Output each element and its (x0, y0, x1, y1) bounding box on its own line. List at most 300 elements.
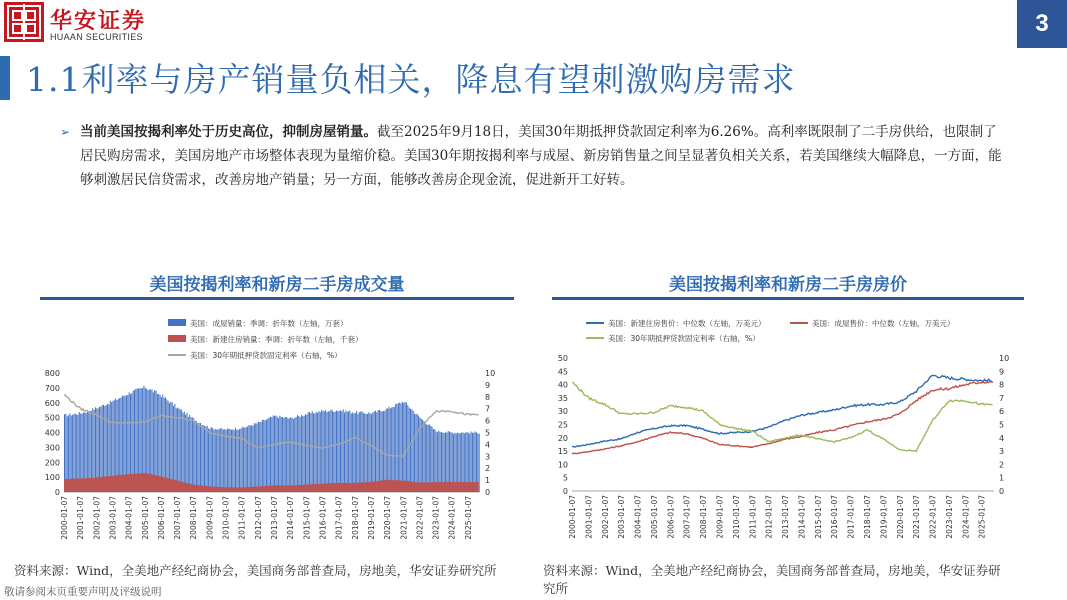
y-left-tick-label: 30 (557, 407, 568, 417)
y-right-tick-label: 10 (485, 369, 496, 378)
bar (306, 415, 307, 492)
bar (248, 425, 249, 492)
bar (244, 427, 245, 492)
bullet-bold-lead: 当前美国按揭利率处于历史高位，抑制房屋销量。 (80, 124, 377, 140)
bar (301, 415, 302, 492)
bar (265, 420, 266, 492)
x-tick-label: 2017-01-07 (846, 495, 856, 539)
legend-swatch (168, 319, 186, 326)
y-left-tick-label: 400 (44, 428, 60, 438)
bar (479, 434, 480, 492)
y-left-tick-label: 0 (54, 488, 60, 497)
y-right-tick-label: 7 (999, 393, 1005, 403)
y-left-tick-label: 600 (44, 398, 60, 408)
legend-label: 美国：新建住房销量：季调：折年数（左轴，千套） (190, 335, 363, 344)
left-chart-title: 美国按揭利率和新房二手房成交量 (149, 275, 405, 295)
bar (263, 420, 264, 492)
x-tick-label: 2005-01-07 (649, 495, 659, 539)
y-right-tick-label: 2 (999, 460, 1005, 470)
x-tick-label: 2023-01-07 (944, 495, 954, 539)
bar (289, 419, 290, 493)
bar (234, 430, 235, 492)
x-tick-label: 2007-01-07 (682, 495, 692, 539)
bar (178, 408, 179, 492)
y-left-tick-label: 20 (557, 433, 568, 443)
x-tick-label: 2013-01-07 (781, 495, 791, 539)
y-right-tick-label: 7 (485, 404, 491, 414)
bar (418, 416, 419, 492)
x-tick-label: 2017-01-07 (334, 496, 344, 540)
bar (211, 427, 212, 492)
bar (212, 428, 213, 492)
bar (409, 408, 410, 493)
bar (285, 417, 286, 492)
bar (297, 415, 298, 492)
bar (247, 426, 248, 492)
bar (267, 419, 268, 493)
y-right-tick-label: 0 (999, 487, 1005, 496)
bar (384, 411, 385, 492)
bar (259, 422, 260, 492)
bar (269, 418, 270, 492)
bar (376, 412, 377, 492)
bar (347, 412, 348, 492)
bar (321, 410, 322, 492)
x-tick-label: 2014-01-07 (797, 495, 807, 539)
bar (391, 408, 392, 493)
bar (258, 422, 259, 492)
left-chart-title-rule (40, 297, 514, 300)
bar (262, 420, 263, 492)
bar (226, 430, 227, 492)
right-chart-title: 美国按揭利率和新房二手房房价 (669, 275, 907, 295)
y-right-tick-label: 3 (999, 447, 1005, 457)
x-tick-label: 2008-01-07 (189, 496, 199, 540)
bar (196, 421, 197, 492)
bar (410, 409, 411, 492)
bar (336, 411, 337, 492)
x-tick-label: 2024-01-07 (447, 496, 457, 540)
legend-label: 美国：成屋售价：中位数（左轴，万美元） (812, 319, 955, 328)
bar (219, 429, 220, 492)
x-tick-label: 2000-01-07 (568, 495, 577, 539)
y-right-tick-label: 1 (485, 476, 491, 486)
x-tick-label: 2012-01-07 (764, 495, 774, 539)
bar (191, 417, 192, 492)
bar (304, 416, 305, 492)
bar (397, 404, 398, 492)
x-tick-label: 2018-01-07 (350, 496, 360, 540)
bar (313, 413, 314, 492)
x-tick-label: 2019-01-07 (879, 495, 889, 539)
y-right-tick-label: 9 (485, 380, 491, 390)
x-tick-label: 2010-01-07 (221, 496, 231, 540)
bar (308, 412, 309, 492)
y-left-tick-label: 15 (557, 447, 568, 457)
bar (290, 417, 291, 492)
bar (305, 414, 306, 492)
company-name-en: HUAAN SECURITIES (50, 32, 143, 42)
bar (213, 430, 214, 492)
y-right-tick-label: 6 (999, 407, 1005, 417)
x-tick-label: 2001-01-07 (76, 496, 86, 540)
bar (228, 429, 229, 492)
bar (223, 430, 224, 492)
x-tick-label: 2025-01-07 (977, 495, 987, 539)
bar (215, 429, 216, 492)
y-left-tick-label: 35 (557, 393, 568, 403)
bar (217, 429, 218, 492)
y-right-tick-label: 4 (485, 440, 491, 450)
page-number: 3 (1017, 0, 1067, 48)
bar (205, 427, 206, 492)
bar (195, 421, 196, 492)
bar (278, 418, 279, 492)
y-left-tick-label: 300 (44, 443, 60, 453)
bar (371, 414, 372, 492)
bar (383, 411, 384, 492)
bar (209, 429, 210, 492)
y-right-tick-label: 10 (999, 354, 1010, 363)
y-right-tick-label: 8 (999, 380, 1005, 390)
bar (274, 416, 275, 492)
bar (337, 411, 338, 492)
bar (286, 417, 287, 492)
x-tick-label: 2011-01-07 (237, 496, 247, 540)
y-right-tick-label: 5 (485, 428, 491, 438)
legend-label: 美国：新建住房售价：中位数（左轴，万美元） (608, 319, 766, 328)
bar (197, 423, 198, 492)
y-left-tick-label: 200 (44, 458, 60, 468)
x-tick-label: 2002-01-07 (600, 495, 610, 539)
bar (201, 425, 202, 492)
y-left-tick-label: 100 (44, 473, 60, 483)
bar (367, 414, 368, 492)
bar (281, 417, 282, 492)
y-right-tick-label: 4 (999, 433, 1005, 443)
bar (293, 419, 294, 492)
bar (333, 412, 334, 492)
bar (170, 402, 171, 492)
bar (405, 402, 406, 492)
bar (189, 415, 190, 492)
bar (332, 410, 333, 492)
bar (360, 412, 361, 492)
bar (273, 415, 274, 492)
x-tick-label: 2011-01-07 (748, 495, 758, 539)
x-tick-label: 2010-01-07 (731, 495, 741, 539)
bar (187, 413, 188, 492)
x-tick-label: 2006-01-07 (666, 495, 676, 539)
x-tick-label: 2014-01-07 (286, 496, 296, 540)
bar (363, 413, 364, 492)
x-tick-label: 2021-01-07 (912, 495, 922, 539)
bar (182, 413, 183, 492)
bar (173, 406, 174, 492)
bar (387, 409, 388, 492)
bar (230, 429, 231, 492)
x-tick-label: 2022-01-07 (928, 495, 938, 539)
bar (399, 403, 400, 492)
bar (204, 426, 205, 492)
bar (296, 417, 297, 492)
bar (401, 403, 402, 492)
bar (351, 413, 352, 492)
y-left-tick-label: 0 (562, 487, 568, 496)
bar (176, 408, 177, 492)
bar (251, 425, 252, 492)
bar (362, 411, 363, 492)
x-tick-label: 2020-01-07 (895, 495, 905, 539)
bar (300, 417, 301, 492)
bar (406, 403, 407, 493)
bar (413, 411, 414, 492)
bar (372, 413, 373, 492)
line-series (572, 375, 993, 447)
y-left-tick-label: 50 (557, 354, 568, 363)
y-left-tick-label: 5 (562, 473, 568, 483)
bar (255, 423, 256, 492)
bar (220, 428, 221, 492)
bar (322, 411, 323, 492)
bar (188, 417, 189, 492)
bar (430, 426, 431, 492)
bar (398, 403, 399, 492)
x-tick-label: 2004-01-07 (633, 495, 643, 539)
bar (324, 411, 325, 492)
bar (231, 430, 232, 492)
bar (246, 427, 247, 492)
x-tick-label: 2003-01-07 (108, 496, 118, 540)
y-left-tick-label: 10 (557, 460, 568, 470)
x-tick-label: 2005-01-07 (140, 496, 150, 540)
bar (429, 424, 430, 492)
bar (172, 402, 173, 492)
bar (415, 414, 416, 492)
bar (316, 412, 317, 492)
bar (283, 418, 284, 492)
bar (203, 425, 204, 492)
bar (292, 417, 293, 492)
bar (374, 411, 375, 492)
bar (254, 423, 255, 492)
bar (359, 412, 360, 492)
bar (392, 407, 393, 492)
bar (177, 407, 178, 492)
x-tick-label: 2015-01-07 (813, 495, 823, 539)
y-left-tick-label: 45 (557, 367, 568, 377)
x-tick-label: 2001-01-07 (584, 495, 594, 539)
x-tick-label: 2020-01-07 (383, 496, 393, 540)
y-right-tick-label: 9 (999, 367, 1005, 377)
bar (252, 426, 253, 492)
bar (238, 430, 239, 492)
company-name-cn: 华安证券 (50, 8, 147, 34)
bar (343, 409, 344, 492)
bar (224, 429, 225, 492)
bar (287, 418, 288, 492)
x-tick-label: 2000-01-07 (60, 496, 69, 540)
y-left-tick-label: 800 (44, 369, 60, 378)
bar (314, 414, 315, 492)
bar (386, 409, 387, 492)
right-chart-title-rule (552, 297, 1024, 300)
bar (345, 410, 346, 492)
x-tick-label: 2021-01-07 (399, 496, 409, 540)
area-series-new-home-sales (64, 473, 479, 492)
bar (355, 413, 356, 492)
x-tick-label: 2023-01-07 (431, 496, 441, 540)
bar (370, 413, 371, 492)
bar (328, 411, 329, 492)
bullet-body-text: 截至2025年9月18日，美国30年期抵押贷款固定利率为6.26%。高利率既限制了二手房供给，也限制了居民购房需求，美国房地产市场整体表现为量缩价稳。美国30年期按揭利率与成屋、新房销售量之间呈显著负相关关系，若美国继续大幅降息，一方面，能够刺激居民信贷需求，改善房地产销量；另一方面，能够改善房企现金流，促进新开工好转。 (80, 124, 1002, 188)
bar (207, 426, 208, 492)
bar (423, 421, 424, 492)
y-left-tick-label: 40 (557, 380, 568, 390)
bar (192, 417, 193, 492)
bar (236, 430, 237, 492)
title-accent-bar (0, 56, 10, 100)
bar (318, 411, 319, 492)
right-chart-source: 资料来源：Wind，全美地产经纪商协会，美国商务部普查局，房地美，华安证券研究所 (543, 563, 1001, 596)
bar (339, 411, 340, 492)
x-tick-label: 2004-01-07 (124, 496, 134, 540)
x-tick-label: 2002-01-07 (92, 496, 102, 540)
bar (352, 413, 353, 492)
y-left-tick-label: 500 (44, 413, 60, 423)
bar (216, 430, 217, 492)
bar (302, 416, 303, 492)
bar (275, 415, 276, 492)
bullet-arrow-icon: ➢ (60, 125, 71, 139)
bar (270, 417, 271, 492)
legend-label: 美国：成屋销量：季调：折年数（左轴，万套） (190, 319, 348, 328)
bar (394, 407, 395, 492)
bar (428, 425, 429, 492)
bar (317, 413, 318, 492)
bar (193, 418, 194, 492)
legend-label: 美国：30年期抵押贷款固定利率（右轴，%） (190, 351, 342, 360)
y-right-tick-label: 2 (485, 464, 491, 474)
bar (353, 413, 354, 492)
bar (243, 427, 244, 492)
bar (422, 420, 423, 492)
y-right-tick-label: 8 (485, 392, 491, 402)
bar (331, 409, 332, 492)
legend-label: 美国：30年期抵押贷款固定利率（右轴，%） (608, 334, 760, 343)
x-tick-label: 2006-01-07 (156, 496, 166, 540)
x-tick-label: 2022-01-07 (415, 496, 425, 540)
bar (294, 418, 295, 492)
line-series (572, 381, 993, 454)
x-tick-label: 2018-01-07 (862, 495, 872, 539)
bar (261, 422, 262, 492)
bar (403, 403, 404, 492)
bar (348, 411, 349, 492)
left-chart-source: 资料来源：Wind，全美地产经纪商协会，美国商务部普查局，房地美，华安证券研究所 (14, 563, 497, 578)
legend-swatch (168, 335, 186, 342)
y-right-tick-label: 5 (999, 420, 1005, 430)
x-tick-label: 2003-01-07 (617, 495, 627, 539)
bar (402, 402, 403, 492)
bar (425, 423, 426, 492)
x-tick-label: 2024-01-07 (961, 495, 971, 539)
bar (200, 423, 201, 492)
bar (227, 428, 228, 492)
y-left-tick-label: 25 (557, 420, 568, 430)
x-tick-label: 2016-01-07 (318, 496, 328, 540)
x-tick-label: 2007-01-07 (173, 496, 183, 540)
bar (312, 411, 313, 492)
bar (266, 420, 267, 492)
bar (327, 412, 328, 492)
bar (375, 411, 376, 492)
bar (390, 408, 391, 492)
bar (335, 412, 336, 492)
bar (181, 410, 182, 492)
bar (325, 410, 326, 492)
x-tick-label: 2025-01-07 (463, 496, 473, 540)
y-right-tick-label: 3 (485, 452, 491, 462)
bar (185, 415, 186, 492)
x-tick-label: 2008-01-07 (699, 495, 709, 539)
bar (366, 414, 367, 492)
bar (208, 429, 209, 493)
bar (368, 412, 369, 492)
slide-title: 1.1利率与房产销量负相关，降息有望刺激购房需求 (26, 60, 796, 99)
bar (395, 404, 396, 492)
bar (199, 423, 200, 492)
bar (349, 411, 350, 492)
y-right-tick-label: 1 (999, 473, 1005, 483)
bar (378, 410, 379, 492)
left-chart (30, 305, 520, 555)
bar (329, 411, 330, 492)
y-right-tick-label: 0 (485, 488, 491, 497)
bar (257, 423, 258, 492)
bar (298, 416, 299, 492)
bar (364, 414, 365, 492)
bar (310, 413, 311, 492)
x-tick-label: 2012-01-07 (253, 496, 263, 540)
right-chart (550, 305, 1030, 555)
company-logo-icon (4, 2, 44, 42)
bar (356, 411, 357, 492)
bar (320, 412, 321, 492)
bar (388, 407, 389, 492)
bar (184, 412, 185, 492)
bar (242, 427, 243, 492)
y-left-tick-label: 700 (44, 383, 60, 393)
bar (340, 411, 341, 493)
bar (344, 413, 345, 492)
bar (277, 417, 278, 492)
y-right-tick-label: 6 (485, 416, 491, 426)
bar (232, 429, 233, 492)
bar (180, 409, 181, 492)
bar (421, 419, 422, 492)
x-tick-label: 2019-01-07 (366, 496, 376, 540)
x-tick-label: 2016-01-07 (830, 495, 840, 539)
x-tick-label: 2013-01-07 (270, 496, 280, 540)
bar (417, 414, 418, 492)
bar (341, 411, 342, 492)
x-tick-label: 2015-01-07 (302, 496, 312, 540)
bar (414, 414, 415, 492)
x-tick-label: 2009-01-07 (205, 496, 215, 540)
bar (250, 425, 251, 492)
bar (222, 429, 223, 492)
